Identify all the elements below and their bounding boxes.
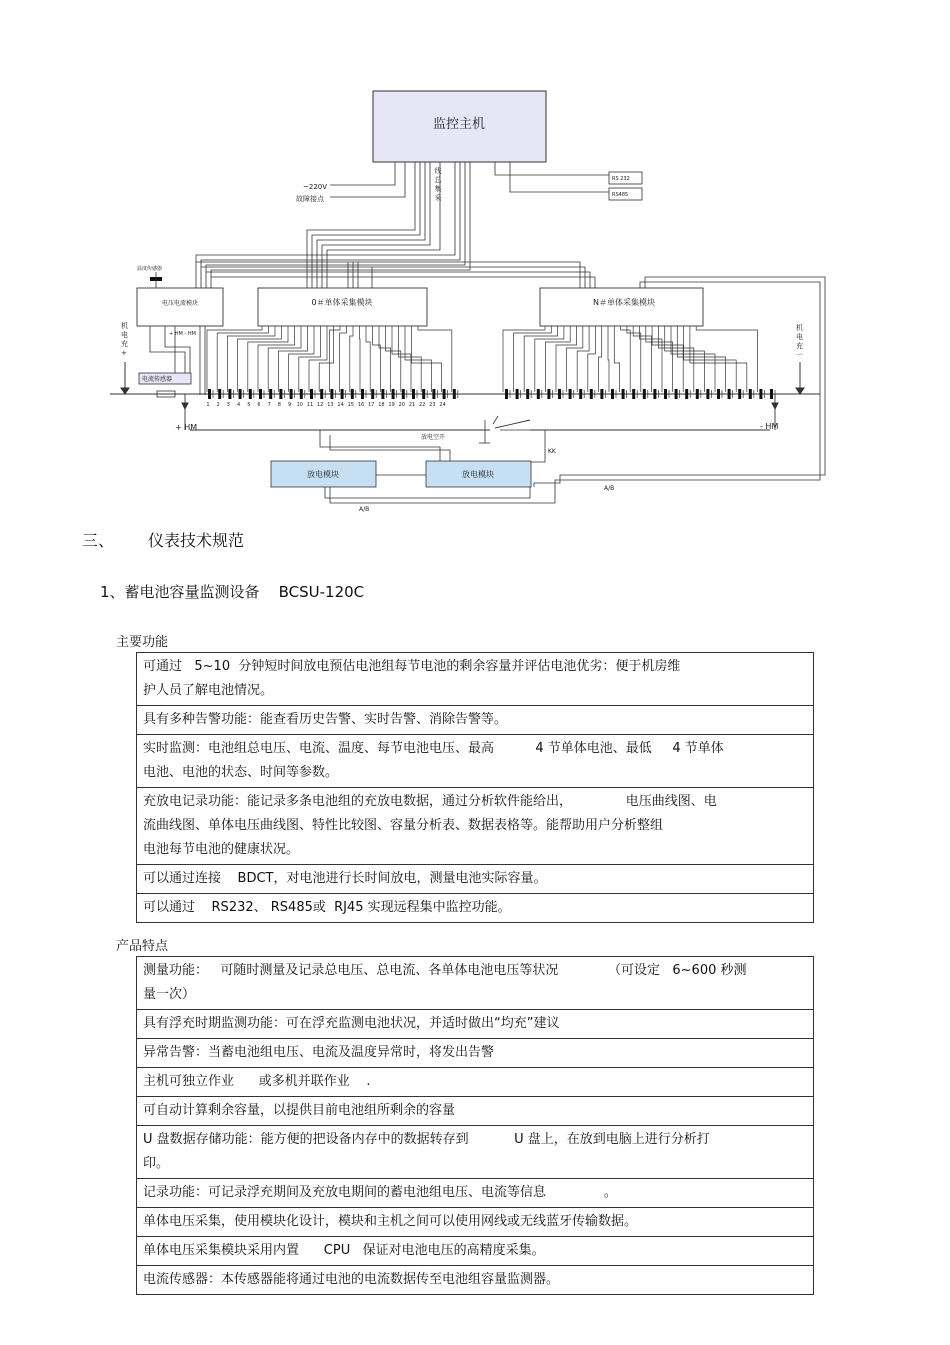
cell-number: 3 [226, 402, 230, 408]
battery-cell [706, 389, 709, 399]
table-cell: 记录功能：可记录浮充期间及充放电期间的蓄电池组电压、电流等信息 。 [137, 1179, 814, 1208]
battery-cell [611, 389, 614, 399]
table-row [137, 788, 814, 865]
power-label: ~220V [303, 183, 328, 191]
table-row [137, 1068, 814, 1097]
battery-cell [675, 389, 678, 399]
cell-number: 11 [306, 402, 314, 408]
module-n-wire [577, 326, 589, 392]
cell-number: 20 [398, 402, 405, 408]
svg-text:+: + [121, 349, 127, 357]
battery-cell [300, 389, 303, 399]
section-number: 三、 [82, 531, 115, 550]
battery-cell [341, 389, 344, 399]
module-0-wire [319, 326, 333, 392]
module-0-wire [366, 326, 370, 392]
battery-cell [228, 389, 231, 399]
rs485-label: RS485 [612, 192, 629, 198]
table-row [137, 1179, 814, 1208]
table-cell: 充放电记录功能：能记录多条电池组的充放电数据，通过分析软件能给出， 电压曲线图、电 流曲线图、单体电压曲线图、特性比较图、容量分析表、数据表格等。能帮助用户分析整组 电池每节电池的健康状况。 [137, 788, 814, 865]
cell-number: 14 [337, 402, 344, 408]
module-0-box [258, 288, 427, 326]
battery-cell [579, 389, 582, 399]
battery-cell [351, 389, 354, 399]
module-0-wire [340, 326, 347, 392]
battery-cell [537, 389, 540, 399]
table-row [137, 894, 814, 923]
battery-cell [443, 389, 446, 399]
table-cell: 可自动计算剩余容量，以提供目前电池组所剩余的容量 [137, 1097, 814, 1126]
breaker-label: 放电空开 [421, 434, 446, 441]
battery-cell [239, 389, 242, 399]
module-0-wire [418, 326, 452, 392]
hm-plus-label: + HM [175, 423, 198, 432]
discharge-module-1-label: 放电模块 [307, 470, 339, 479]
module-n-label: N＃单体采集模块 [593, 298, 655, 307]
table-row [137, 865, 814, 894]
battery-cell [632, 389, 635, 399]
module-n-wire [633, 326, 651, 392]
module-0-wire [299, 326, 321, 392]
battery-cell [453, 389, 456, 399]
battery-cell [259, 389, 262, 399]
module-n-box [540, 288, 703, 326]
module-0-wire [309, 326, 327, 392]
module-n-wire [684, 326, 737, 392]
kk-label: KK [548, 448, 556, 455]
battery-cell [330, 389, 333, 399]
svg-text:总: 总 [434, 176, 442, 184]
table-row [137, 1097, 814, 1126]
vc-module-box [137, 288, 223, 326]
cell-number: 4 [237, 402, 241, 408]
table-row [137, 1126, 814, 1179]
battery-cell [590, 389, 593, 399]
battery-cell [664, 389, 667, 399]
vc-module-label: 电压电流模块 [161, 300, 199, 307]
table-row [137, 1237, 814, 1266]
hm-minus-label: - HM [760, 422, 779, 431]
module-0-wire [360, 326, 361, 392]
cell-number: 9 [288, 402, 292, 408]
bus-ends [121, 362, 804, 409]
battery-cell [738, 389, 741, 399]
current-sensor-label: 电流传感器 [142, 376, 173, 383]
cell-number: 19 [388, 402, 395, 408]
table-cell: 单体电压采集模块采用内置 CPU 保证对电池电压的高精度采集。 [137, 1237, 814, 1266]
table-cell: 单体电压采集，使用模块化设计，模块和主机之间可以使用网线或无线蓝牙传输数据。 [137, 1208, 814, 1237]
cell-number: 21 [408, 402, 416, 408]
table-row [137, 1010, 814, 1039]
table-row [137, 1039, 814, 1068]
module-0-wire [399, 326, 422, 392]
section-title: 仪表技术规范 [148, 531, 245, 550]
cell-number: 6 [257, 402, 261, 408]
table-cell: 测量功能： 可随时测量及记录总电压、总电流、各单体电池电压等状况 （可设定 6~600 秒测 量一次） [137, 957, 814, 1010]
cell-number: 1 [206, 402, 210, 408]
svg-text:充: 充 [121, 340, 128, 348]
fault-label: 故障接点 [296, 195, 324, 203]
module-n-wire [658, 326, 693, 392]
battery-bus [110, 394, 820, 430]
battery-cell [643, 389, 646, 399]
module-n-wire [652, 326, 683, 392]
cell-number: 2 [216, 402, 220, 408]
svg-text:线: 线 [434, 167, 442, 175]
svg-text:一: 一 [796, 351, 803, 359]
svg-text:采: 采 [434, 194, 442, 202]
cell-number: 5 [247, 402, 251, 408]
battery-cell [412, 389, 415, 399]
temp-sensor-label: 温度传感器 [137, 266, 163, 272]
table-cell: 具有多种告警功能：能查看历史告警、实时告警、消除告警等。 [137, 706, 814, 735]
cell-number: 24 [439, 402, 446, 408]
bus-label [435, 166, 443, 202]
battery-cell [717, 389, 720, 399]
module-n-wire [524, 326, 557, 392]
battery-cell [218, 389, 221, 399]
battery-cell [759, 389, 762, 399]
battery-cell [696, 389, 699, 399]
cell-number: 15 [347, 402, 354, 408]
cell-numbers [206, 402, 445, 408]
battery-cell [622, 389, 625, 399]
bus-cable [196, 162, 595, 288]
module-0-wire [350, 326, 353, 392]
section-heading [82, 528, 244, 551]
battery-cell [526, 389, 529, 399]
ab-label-2: A/B [604, 485, 615, 492]
table-row [137, 1208, 814, 1237]
module-n-wires [503, 326, 757, 392]
battery-cell [279, 389, 282, 399]
right-side-label [796, 323, 803, 359]
module-0-wire [412, 326, 442, 392]
svg-text:机: 机 [121, 322, 128, 330]
module-n-wire [621, 326, 631, 392]
table-cell: 可以通过连接 BDCT，对电池进行长时间放电，测量电池实际容量。 [137, 865, 814, 894]
rs232-label: RS 232 [612, 176, 630, 182]
svg-text:电: 电 [121, 331, 128, 339]
product-features-caption: 产品特点 [116, 939, 169, 954]
cell-number: 22 [419, 402, 426, 408]
main-functions-caption: 主要功能 [116, 635, 169, 650]
module-0-wire [405, 326, 431, 392]
module-n-wire [696, 326, 757, 392]
system-wiring-diagram [0, 0, 950, 520]
left-side-label [121, 321, 128, 357]
battery-cell [749, 389, 752, 399]
battery-cell [310, 389, 313, 399]
table-cell: 可通过 5~10 分钟短时间放电预估电池组每节电池的剩余容量并评估电池优劣：便于机房维 护人员了解电池情况。 [137, 653, 814, 706]
table-cell: 可以通过 RS232、 RS485或 RJ45 实现远程集中监控功能。 [137, 894, 814, 923]
battery-cell [547, 389, 550, 399]
battery-cell [569, 389, 572, 399]
battery-cell [516, 389, 519, 399]
module-n-wire [598, 326, 601, 392]
hm-small-label: + HM - HM [169, 331, 196, 337]
svg-text:充: 充 [796, 342, 803, 350]
svg-text:机: 机 [796, 324, 803, 332]
battery-cell [208, 389, 211, 399]
cell-number: 10 [296, 402, 303, 408]
battery-cell [402, 389, 405, 399]
module-n-wire [567, 326, 583, 392]
table-cell: 具有浮充时期监测功能：可在浮充监测电池状况，并适时做出“均充”建议 [137, 1010, 814, 1039]
module-0-label: 0＃单体采集模块 [311, 298, 373, 307]
table-row [137, 957, 814, 1010]
module-n-wire [608, 326, 609, 392]
battery-cell [361, 389, 364, 399]
power-lines [330, 162, 405, 197]
module-0-wire [278, 326, 307, 392]
battery-cell [770, 389, 773, 399]
battery-cell [422, 389, 425, 399]
table-row [137, 735, 814, 788]
cell-number: 8 [277, 402, 281, 408]
temp-sensor-icon [150, 272, 162, 288]
battery-cell [381, 389, 384, 399]
module-n-wire [690, 326, 747, 392]
battery-cell [685, 389, 688, 399]
cell-number: 23 [429, 402, 436, 408]
discharge-module-2-label: 放电模块 [462, 470, 494, 479]
battery-cell [269, 389, 272, 399]
battery-cell [558, 389, 561, 399]
main-functions-table [136, 652, 814, 923]
table-cell: U 盘数据存储功能：能方便的把设备内存中的数据转存到 U 盘上，在放到电脑上进行分析打 印。 [137, 1126, 814, 1179]
cell-number: 13 [327, 402, 334, 408]
table-cell: 异常告警：当蓄电池组电压、电流及温度异常时，将发出告警 [137, 1039, 814, 1068]
module-0-wires [207, 326, 452, 392]
battery-cell [290, 389, 293, 399]
cell-number: 12 [317, 402, 324, 408]
battery-cell [249, 389, 252, 399]
battery-cell [371, 389, 374, 399]
cell-number: 16 [357, 402, 365, 408]
subsection-heading: 1、蓄电池容量监测设备 BCSU-120C [100, 583, 365, 601]
cell-number: 18 [378, 402, 385, 408]
module-n-wire [677, 326, 725, 392]
battery-cell [392, 389, 395, 399]
svg-text:电: 电 [796, 333, 803, 341]
ab-label-1: A/B [359, 506, 370, 513]
battery-cell [600, 389, 603, 399]
table-row [137, 706, 814, 735]
table-cell: 电流传感器：本传感器能将通过电池的电流数据传至电池组容量监测器。 [137, 1266, 814, 1295]
product-features-table [136, 956, 814, 1295]
battery-cell [728, 389, 731, 399]
cell-number: 7 [267, 402, 271, 408]
table-cell: 主机可独立作业 或多机并联作业 . [137, 1068, 814, 1097]
table-row [137, 1266, 814, 1295]
battery-cell [505, 389, 508, 399]
module-0-wire [329, 326, 340, 392]
battery-cell [320, 389, 323, 399]
table-row [137, 653, 814, 706]
module-n-wire [614, 326, 619, 392]
table-cell: 实时监测：电池组总电压、电流、温度、每节电池电压、最高 4 节单体电池、最低 4 节单体 电池、电池的状态、时间等参数。 [137, 735, 814, 788]
cell-number: 17 [368, 402, 375, 408]
svg-text:集: 集 [434, 185, 442, 193]
host-label: 监控主机 [432, 117, 486, 132]
breaker-switch [479, 416, 545, 462]
battery-cell [432, 389, 435, 399]
battery-cell [653, 389, 656, 399]
module-0-wire [392, 326, 411, 392]
